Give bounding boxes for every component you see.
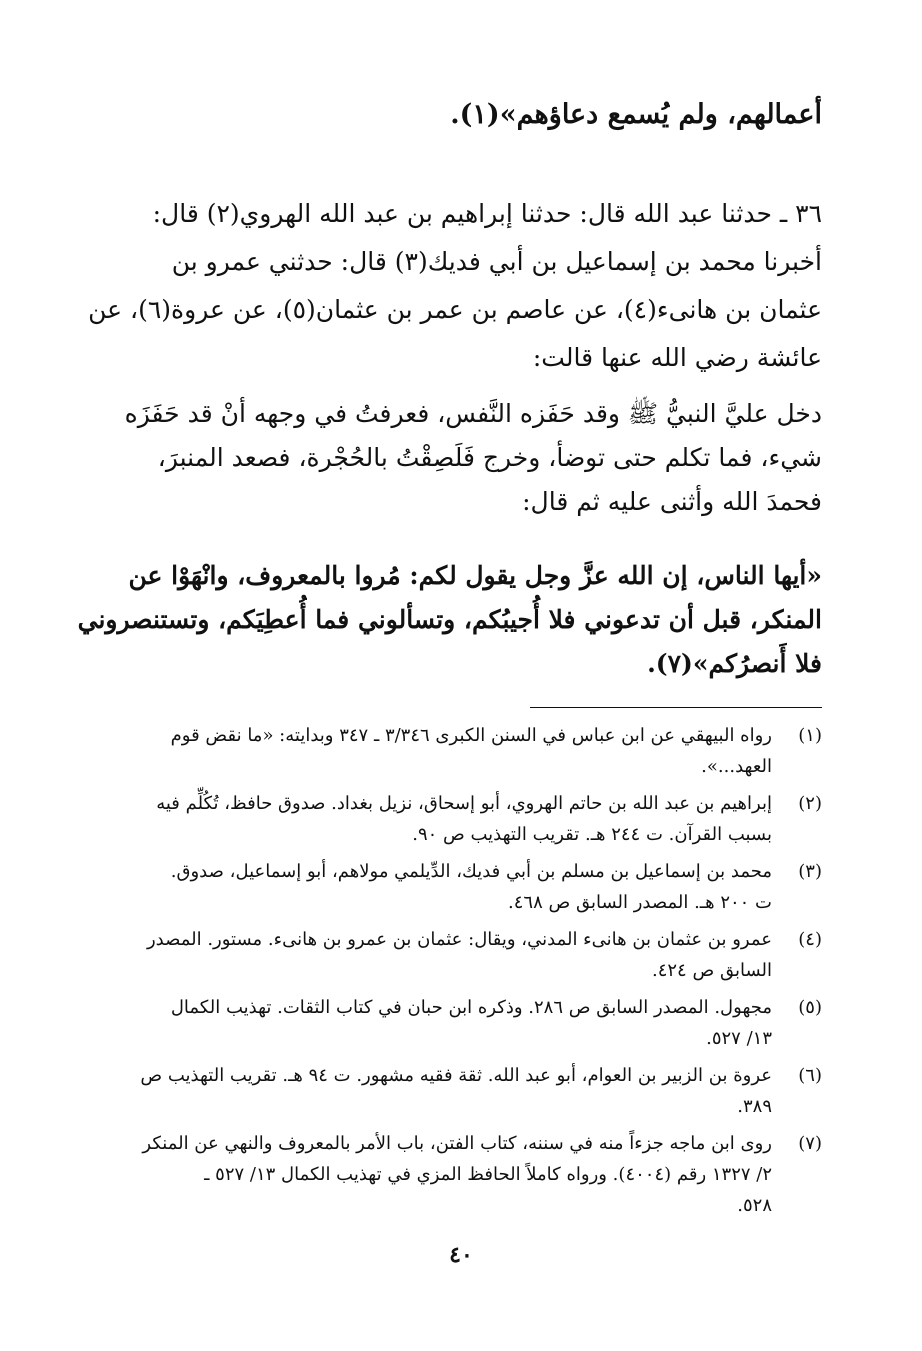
text-line: فحمدَ الله وأثنى عليه ثم قال: xyxy=(522,487,822,516)
footnote-line: ت ٢٠٠ هـ. المصدر السابق ص ٤٦٨. xyxy=(508,892,772,913)
footnote-line: ٥٢٨. xyxy=(737,1195,772,1216)
footnote-line: روى ابن ماجه جزءاً منه في سننه، كتاب الفتن، باب الأمر بالمعروف والنهي عن المنكر xyxy=(142,1133,772,1154)
footnote-line: رواه البيهقي عن ابن عباس في السنن الكبرى ٣/٣٤٦ ـ ٣٤٧ وبدايته: «ما نقض قوم xyxy=(170,725,772,746)
opening-line xyxy=(80,92,822,138)
footnote-line: ٣٨٩. xyxy=(737,1096,772,1117)
text-line: ٣٦ ـ حدثنا عبد الله قال: حدثنا إبراهيم بن عبد الله الهروي(٢) قال: xyxy=(152,199,822,228)
footnote-line: مجهول. المصدر السابق ص ٢٨٦. وذكره ابن حبان في كتاب الثقات. تهذيب الكمال xyxy=(170,997,772,1018)
text-line: أعمالهم، ولم يُسمع دعاؤهم»(١). xyxy=(450,99,822,130)
text-line: فلا أَنصرُكم»(٧). xyxy=(647,649,822,678)
footnote-line: ٢/ ١٣٢٧ رقم (٤٠٠٤). ورواه كاملاً الحافظ المزي في تهذيب الكمال ١٣/ ٥٢٧ ـ xyxy=(204,1164,772,1185)
footnote-line: عمرو بن عثمان بن هانىء المدني، ويقال: عثمان بن عمرو بن هانىء. مستور. المصدر xyxy=(146,929,772,950)
footnote-line: ١٣/ ٥٢٧. xyxy=(706,1028,772,1049)
footnote-line: العهد...». xyxy=(701,756,772,777)
footnote-number: (٥) xyxy=(798,997,822,1018)
footnote-number: (٧) xyxy=(798,1133,822,1154)
text-line: أخبرنا محمد بن إسماعيل بن أبي فديك(٣) قال: حدثني عمرو بن xyxy=(171,247,822,276)
text-line: عائشة رضي الله عنها قالت: xyxy=(532,343,822,372)
text-line: دخل عليَّ النبيُّ ﷺ وقد حَفَزه النَّفس، فعرفتُ في وجهه أنْ قد حَفَزَه xyxy=(124,399,822,428)
text-line: شيء، فما تكلم حتى توضأ، وخرج فَلَصِقْتُ بالحُجْرة، فصعد المنبرَ، xyxy=(157,443,822,472)
text-line: المنكر، قبل أن تدعوني فلا أُجيبُكم، وتسألوني فما أُعطِيَكم، وتستنصروني xyxy=(77,605,822,634)
footnotes xyxy=(80,720,822,1227)
footnote-line: السابق ص ٤٢٤. xyxy=(651,960,772,981)
footnote-number: (٢) xyxy=(798,793,822,814)
footnote-line: بسبب القرآن. ت ٢٤٤ هـ. تقريب التهذيب ص ٩٠. xyxy=(412,824,772,845)
narration-paragraph xyxy=(80,392,822,524)
footnote-number: (٤) xyxy=(798,929,822,950)
footnote-separator xyxy=(530,707,822,708)
footnote-line: عروة بن الزبير بن العوام، أبو عبد الله. ثقة فقيه مشهور. ت ٩٤ هـ. تقريب التهذيب ص xyxy=(140,1065,772,1086)
hadith-chain xyxy=(80,190,822,382)
footnote-number: (٣) xyxy=(798,861,822,882)
footnote xyxy=(80,924,822,986)
text-line: «أيها الناس، إن الله عزَّ وجل يقول لكم: مُروا بالمعروف، وانْهَوْا عن xyxy=(128,561,822,590)
footnote xyxy=(80,992,822,1054)
footnote-line: إبراهيم بن عبد الله بن حاتم الهروي، أبو إسحاق، نزيل بغداد. صدوق حافظ، تُكُلِّم فيه xyxy=(156,793,772,814)
text-line: عثمان بن هانىء(٤)، عن عاصم بن عمر بن عثمان(٥)، عن عروة(٦)، عن xyxy=(88,295,822,324)
footnote xyxy=(80,788,822,850)
page-number: ٤٠ xyxy=(449,1242,473,1268)
footnote xyxy=(80,1060,822,1122)
footnote xyxy=(80,856,822,918)
prophet-saying xyxy=(77,554,822,686)
footnote xyxy=(80,720,822,782)
footnote-line: محمد بن إسماعيل بن مسلم بن أبي فديك، الدِّيلمي مولاهم، أبو إسماعيل، صدوق. xyxy=(170,861,772,882)
footnote xyxy=(80,1128,822,1221)
footnote-number: (١) xyxy=(798,725,822,746)
footnote-number: (٦) xyxy=(798,1065,822,1086)
